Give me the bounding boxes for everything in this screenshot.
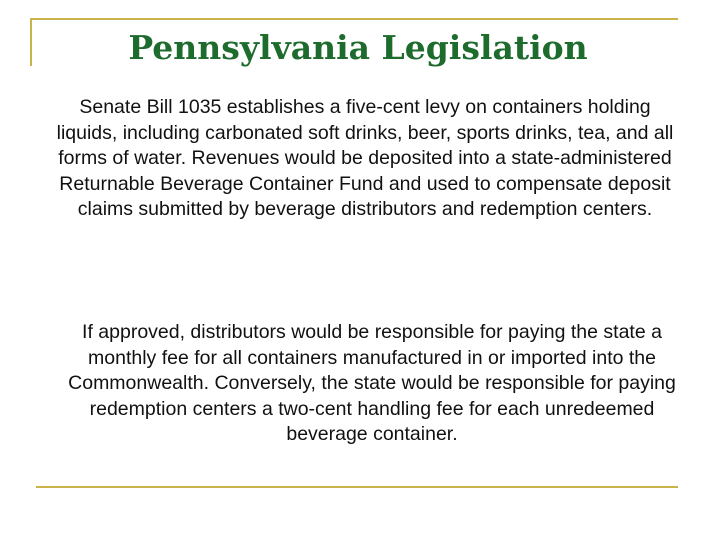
body-paragraph-bill: Senate Bill 1035 establishes a five-cent levy on containers holding liquids, including carbonated soft drinks, beer, sports drinks, tea, and all forms of water. Revenues would be deposited into a state-administered Returnable Beverage Container Fund and used to compensate deposit claims submitted by beverage distributors and redemption centers. <box>56 96 674 220</box>
frame-top-line <box>30 18 678 20</box>
frame-bottom-line <box>36 486 678 488</box>
slide-title: Pennsylvania Legislation <box>128 28 588 67</box>
body-paragraph-fees: If approved, distributors would be responsible for paying the state a monthly fee for all containers manufactured in or imported into the Commonwealth. Conversely, the state would be responsible for paying redemption centers a two-cent handling fee for each unredeemed beverage container. <box>68 321 676 445</box>
